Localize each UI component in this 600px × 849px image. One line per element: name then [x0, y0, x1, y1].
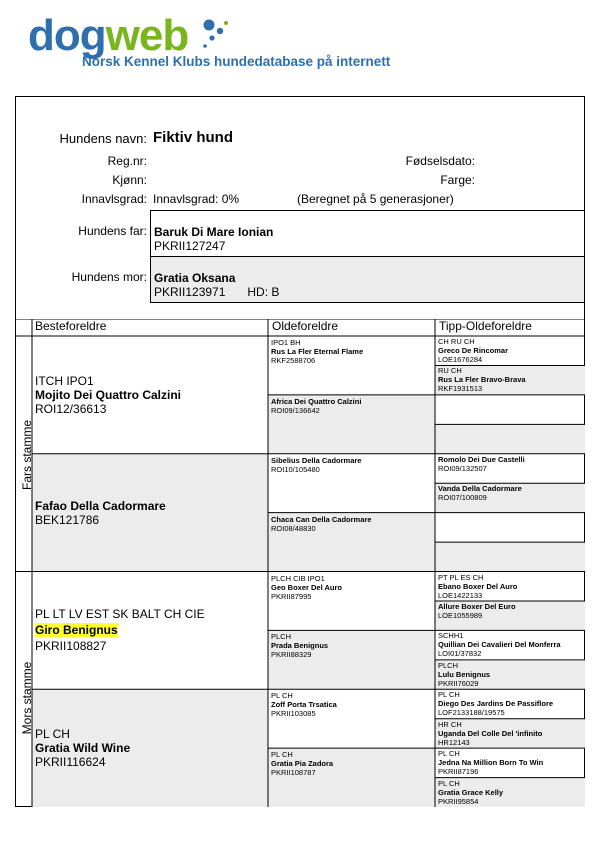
color-label: Farge: [440, 173, 475, 187]
great-great-grandparent-cell [438, 484, 583, 513]
header-great-grandparents: Oldeforeldre [272, 319, 339, 333]
logo-wordmark: dogweb [28, 11, 189, 60]
great-great-grandparent-cell-reg: LOE1422133 [438, 590, 483, 600]
great-great-grandparent-cell [438, 366, 583, 395]
great-grandparent-cell-reg: PKRII103085 [271, 709, 316, 719]
great-grandparent-cell-name: Africa Dei Quattro Calzini [271, 396, 362, 406]
great-grandparent-cell [271, 574, 433, 633]
great-great-grandparent-cell [438, 690, 583, 719]
great-great-grandparent-cell [438, 779, 583, 808]
inbreeding-label: Innavlsgrad: [81, 192, 147, 206]
great-great-grandparent-cell-reg: PKRII95854 [438, 796, 479, 806]
regnr-label: Reg.nr: [107, 154, 147, 168]
great-grandparent-cell-reg: RKF2588706 [271, 356, 316, 365]
great-great-grandparent-cell-titles: SCHH1 [438, 631, 464, 641]
great-great-grandparent-cell-reg: PKRII76029 [438, 678, 479, 688]
great-great-grandparent-cell [438, 602, 583, 631]
father-box [150, 210, 585, 257]
dog-name: Fiktiv hund [153, 129, 233, 146]
great-great-grandparent-cell-name: Quillian Dei Cavalieri Del Monferra [438, 640, 561, 650]
great-great-grandparent-cell [438, 631, 583, 660]
great-grandparent-cell-reg: PKRII108787 [271, 768, 316, 778]
great-great-grandparent-cell [438, 543, 583, 572]
great-grandparent-cell-reg: ROI10/105480 [271, 464, 320, 474]
grandparent-cell-reg: PKRII116624 [35, 755, 106, 770]
logo-dots-icon [200, 16, 240, 56]
great-great-grandparent-cell [438, 514, 583, 543]
great-great-grandparent-cell-titles: CH RU CH [438, 337, 475, 346]
great-grandparent-cell-titles: PLCH [271, 632, 292, 642]
great-grandparent-cell [271, 456, 433, 515]
grandparent-cell [35, 689, 266, 807]
grandparent-cell-name: Mojito Dei Quattro Calzini [35, 387, 181, 402]
great-grandparent-cell-reg: ROI08/48830 [271, 523, 316, 533]
great-great-grandparent-cell-titles: RU CH [438, 366, 462, 376]
mother-hd: HD: B [247, 285, 280, 299]
great-great-grandparent-cell-name: Ebano Boxer Del Auro [438, 581, 518, 591]
great-great-grandparent-cell-titles: PLCH [438, 660, 459, 670]
great-great-grandparent-cell-titles: HR CH [438, 719, 462, 729]
grandparent-cell-name: Giro Benignus [35, 623, 118, 638]
great-grandparent-cell-name: Gratia Pia Zadora [271, 759, 334, 769]
pedigree-table [15, 319, 585, 807]
inbreeding-note: (Beregnet på 5 generasjoner) [297, 192, 454, 206]
great-great-grandparent-cell-titles: PL CH [438, 749, 460, 759]
great-great-grandparent-cell-reg: RKF1931513 [438, 384, 483, 394]
name-label: Hundens navn: [59, 131, 147, 146]
great-great-grandparent-cell-name: Allure Boxer Del Euro [438, 601, 516, 611]
sex-label: Kjønn: [112, 173, 147, 187]
great-great-grandparent-cell-reg: ROI07/100809 [438, 493, 487, 503]
great-grandparent-cell-name: Sibelius Della Cadormare [271, 455, 362, 465]
great-grandparent-cell-name: Geo Boxer Del Auro [271, 582, 342, 592]
grandparent-cell-reg: ROI12/36613 [35, 401, 107, 416]
great-grandparent-cell-titles: PLCH CIB IPO1 [271, 573, 325, 583]
header-great-great-grandparents: Tipp-Oldeforeldre [439, 319, 532, 333]
great-grandparent-cell [271, 691, 433, 750]
great-great-grandparent-cell-titles: PL CH [438, 778, 460, 788]
great-great-grandparent-cell-titles: PT PL ES CH [438, 572, 484, 582]
great-grandparent-cell-titles: PL CH [271, 691, 293, 701]
great-great-grandparent-cell-reg: LOE1676284 [438, 355, 483, 364]
great-grandparent-cell [271, 397, 433, 456]
great-great-grandparent-cell-reg: LOE1055989 [438, 610, 483, 620]
great-great-grandparent-cell-reg: LOF2133188/19575 [438, 708, 505, 718]
great-grandparent-cell [271, 515, 433, 574]
great-grandparent-cell-name: Chaca Can Della Cadormare [271, 514, 372, 524]
father-label: Hundens far: [78, 224, 147, 238]
great-great-grandparent-cell [438, 749, 583, 778]
great-great-grandparent-cell-name: Diego Des Jardins De Passiflore [438, 699, 554, 709]
great-great-grandparent-cell-name: Jedna Na Million Born To Win [438, 758, 544, 768]
grandparent-cell-name: Fafao Della Cadormare [35, 498, 166, 513]
mother-reg: PKRII123971 HD: B [154, 285, 280, 299]
great-grandparent-cell [271, 632, 433, 691]
father-name: Baruk Di Mare Ionian [154, 225, 274, 239]
grandparent-cell-titles: PL CH [35, 727, 70, 742]
great-grandparent-cell-name: Zoff Porta Trsatica [271, 700, 337, 710]
great-great-grandparent-cell [438, 396, 583, 425]
grandparent-cell [35, 454, 266, 572]
great-great-grandparent-cell-reg: PKRII87196 [438, 767, 479, 777]
fathers-line-label: Fars stamme [20, 420, 34, 491]
great-grandparent-cell [271, 750, 433, 809]
great-great-grandparent-cell-name: Greco De Rincomar [438, 346, 509, 355]
logo-subtitle: Norsk Kennel Klubs hundedatabase på internett [82, 54, 391, 69]
great-great-grandparent-cell-reg: LOI01/37832 [438, 649, 482, 659]
inbreeding-value: Innavlsgrad: 0% [153, 192, 240, 206]
grandparent-cell [35, 572, 266, 690]
great-great-grandparent-cell-reg: HR12143 [438, 737, 470, 747]
mothers-line-label: Mors stamme [20, 661, 34, 735]
great-great-grandparent-cell-reg: ROI09/132507 [438, 463, 487, 473]
grandparent-cell-reg: PKRII108827 [35, 639, 107, 654]
great-grandparent-cell-reg: PKRII87995 [271, 591, 312, 601]
great-great-grandparent-cell [438, 720, 583, 749]
great-great-grandparent-cell [438, 337, 583, 366]
great-grandparent-cell-name: Prada Benignus [271, 641, 329, 651]
great-grandparent-cell-reg: ROI09/136642 [271, 405, 320, 415]
mother-box [150, 256, 585, 303]
mother-label: Hundens mor: [71, 270, 147, 284]
great-grandparent-cell-name: Rus La Fler Eternal Flame [271, 347, 364, 356]
great-great-grandparent-cell-name: Romolo Dei Due Castelli [438, 454, 525, 464]
great-grandparent-cell-titles: PL CH [271, 750, 293, 760]
great-grandparent-cell-reg: PKRII88329 [271, 650, 312, 660]
great-great-grandparent-cell [438, 455, 583, 484]
birthdate-label: Fødselsdato: [405, 154, 475, 168]
great-great-grandparent-cell-name: Vanda Della Cadormare [438, 484, 522, 494]
grandparent-cell [35, 336, 266, 454]
great-great-grandparent-cell-titles: PL CH [438, 690, 460, 700]
grandparent-cell-reg: BEK121786 [35, 512, 100, 527]
great-great-grandparent-cell-name: Rus La Fler Bravo-Brava [438, 375, 526, 385]
great-great-grandparent-cell-name: Uganda Del Colle Del 'infinito [438, 728, 543, 738]
great-grandparent-cell-titles: IPO1 BH [271, 338, 301, 347]
grandparent-cell-titles: ITCH IPO1 [35, 373, 94, 388]
dogweb-logo [28, 10, 448, 80]
great-great-grandparent-cell [438, 661, 583, 690]
mother-name: Gratia Oksana [154, 271, 236, 285]
great-great-grandparent-cell [438, 573, 583, 602]
father-reg: PKRII127247 [154, 239, 226, 253]
great-grandparent-cell [271, 338, 433, 397]
grandparent-cell-name: Gratia Wild Wine [35, 741, 131, 756]
great-great-grandparent-cell [438, 425, 583, 454]
great-great-grandparent-cell-name: Gratia Grace Kelly [438, 787, 504, 797]
grandparent-cell-titles: PL LT LV EST SK BALT CH CIE [35, 607, 205, 622]
great-great-grandparent-cell-name: Lulu Benignus [438, 669, 491, 679]
header-grandparents: Besteforeldre [35, 319, 107, 333]
